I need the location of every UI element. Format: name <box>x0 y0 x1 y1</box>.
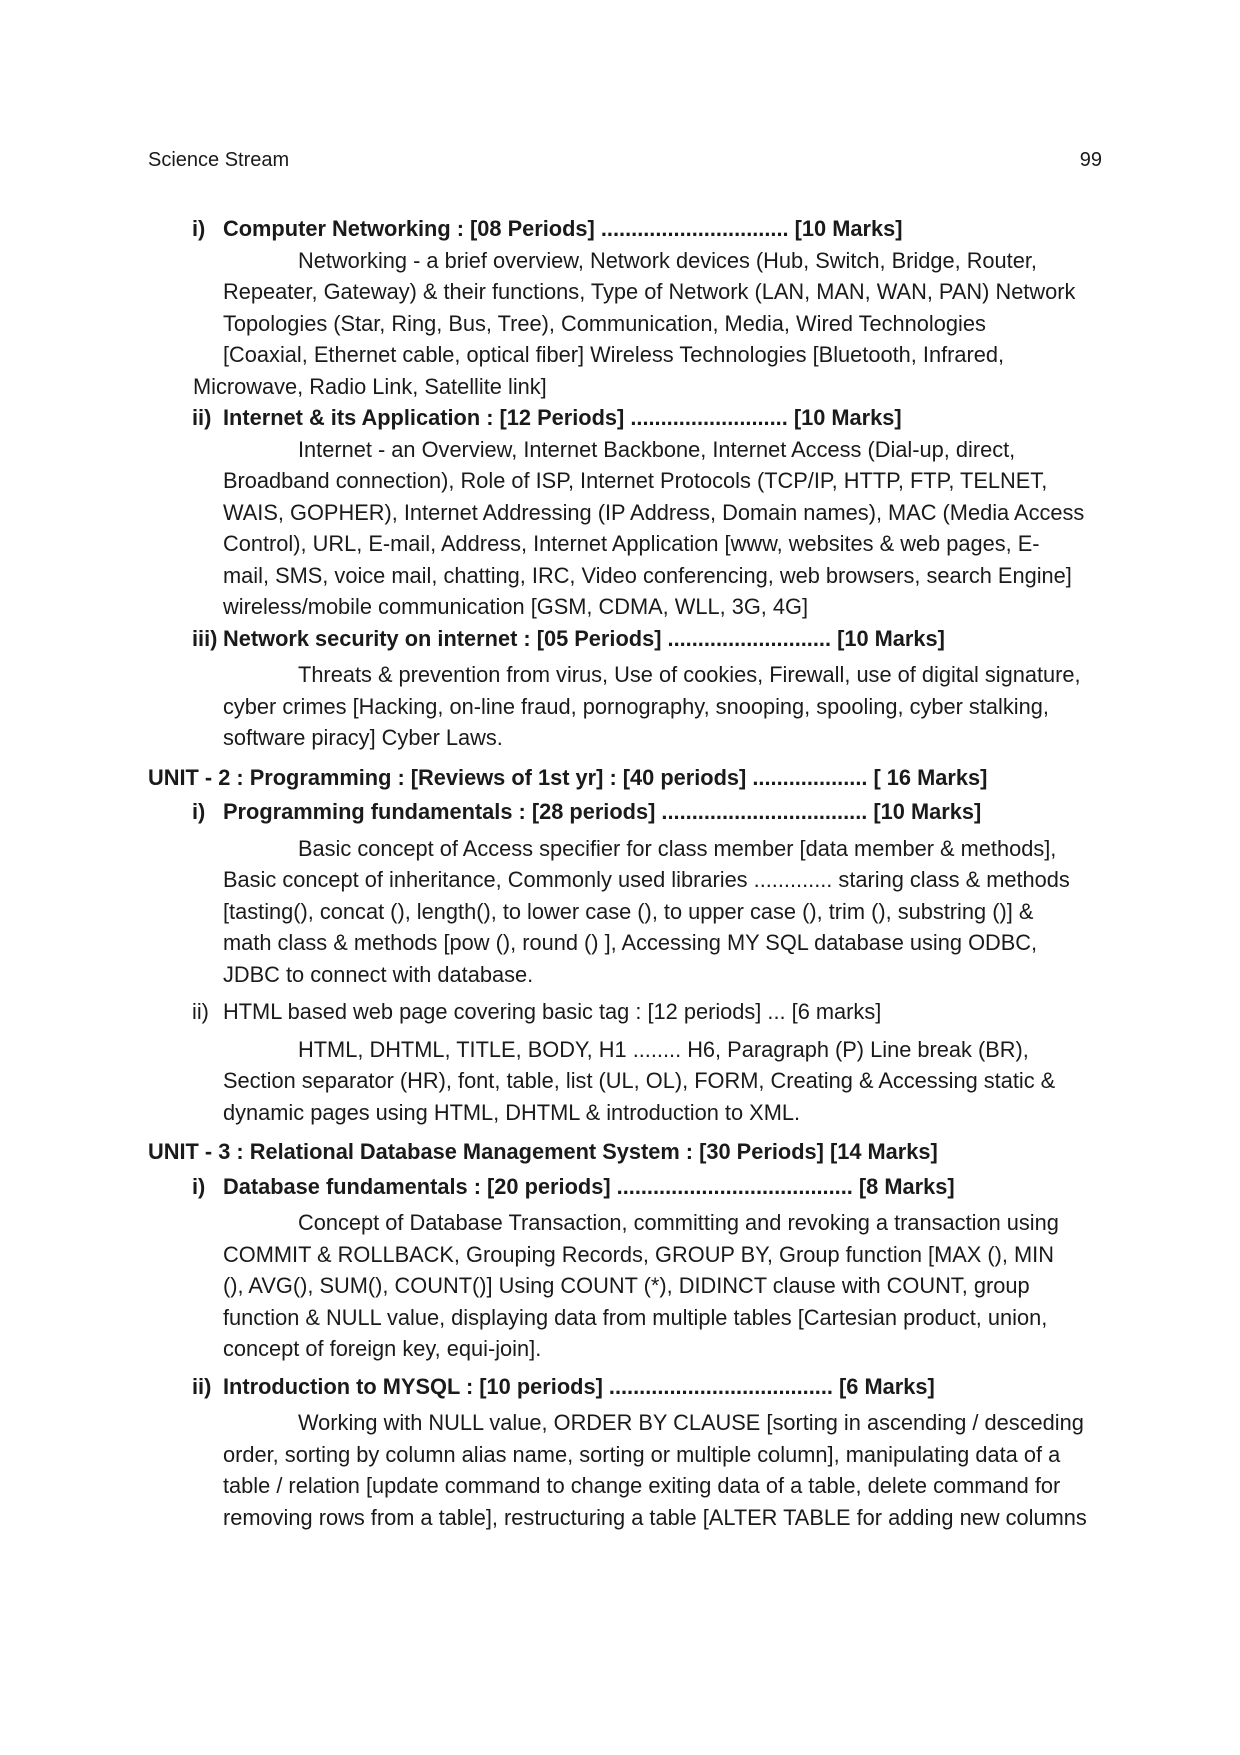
body-line: Networking - a brief overview, Network devices (Hub, Switch, Bridge, Router, <box>298 247 1037 273</box>
section-body <box>148 833 1102 991</box>
body-line: Repeater, Gateway) & their functions, Type of Network (LAN, MAN, WAN, PAN) Network <box>223 279 1076 304</box>
unit-heading: UNIT - 3 : Relational Database Management System : [30 Periods] [14 Marks] <box>148 1139 938 1164</box>
body-line: Section separator (HR), font, table, list (UL, OL), FORM, Creating & Accessing static & <box>223 1068 1056 1093</box>
unit-heading: UNIT - 2 : Programming : [Reviews of 1st yr] : [40 periods] ................... [ 16 Marks] <box>148 764 988 790</box>
item-number: i) <box>192 216 206 241</box>
item-number: i) <box>192 799 206 824</box>
body-line: removing rows from a table], restructuring a table [ALTER TABLE for adding new columns <box>223 1504 1087 1530</box>
item-number: i) <box>192 1173 206 1199</box>
section-heading <box>148 996 1102 1028</box>
body-line: Basic concept of inheritance, Commonly used libraries ............. staring class & methods <box>223 867 1070 892</box>
body-line: Broadband connection), Role of ISP, Internet Protocols (TCP/IP, HTTP, FTP, TELNET, <box>223 468 1048 493</box>
item-number: ii) <box>192 999 209 1024</box>
body-line: Working with NULL value, ORDER BY CLAUSE [sorting in ascending / desceding <box>298 1410 1084 1435</box>
section-body <box>148 1034 1102 1129</box>
body-line: HTML, DHTML, TITLE, BODY, H1 ........ H6, Paragraph (P) Line break (BR), <box>298 1036 1029 1062</box>
heading-text: Computer Networking : [08 Periods] ............................... [10 Marks] <box>223 216 903 241</box>
body-line: Topologies (Star, Ring, Bus, Tree), Communication, Media, Wired Technologies <box>223 310 986 336</box>
heading-text: Network security on internet : [05 Periods] ........................... [10 Marks] <box>223 625 945 651</box>
body-line: cyber crimes [Hacking, on-line fraud, pornography, snooping, spooling, cyber stalking, <box>223 693 1049 719</box>
body-line: table / relation [update command to change exiting data of a table, delete command for <box>223 1473 1061 1498</box>
body-line: function & NULL value, displaying data from multiple tables [Cartesian product, union, <box>223 1304 1048 1330</box>
heading-text: Database fundamentals : [20 periods] ....................................... [8 Marks] <box>223 1173 955 1199</box>
body-line: mail, SMS, voice mail, chatting, IRC, Video conferencing, web browsers, search Engine] <box>223 562 1072 588</box>
section-heading <box>148 623 1102 655</box>
running-head: Science Stream <box>148 149 290 171</box>
item-number: ii) <box>192 405 212 430</box>
item-number: iii) <box>192 625 218 651</box>
body-line: software piracy] Cyber Laws. <box>223 725 503 750</box>
body-line: dynamic pages using HTML, DHTML & introduction to XML. <box>223 1099 801 1125</box>
section-body <box>148 434 1102 623</box>
body-line: JDBC to connect with database. <box>223 961 534 987</box>
section-heading <box>148 213 1102 245</box>
heading-text: Introduction to MYSQL : [10 periods] ..................................... [6 Marks] <box>223 1373 935 1399</box>
section-heading <box>148 402 1102 434</box>
page-number: 99 <box>1079 149 1102 171</box>
body-line: wireless/mobile communication [GSM, CDMA, WLL, 3G, 4G] <box>223 594 809 619</box>
body-line: Microwave, Radio Link, Satellite link] <box>193 373 547 399</box>
body-line: Concept of Database Transaction, committing and revoking a transaction using <box>298 1210 1059 1235</box>
body-line: order, sorting by column alias name, sorting or multiple column], manipulating data of a <box>223 1441 1061 1467</box>
page-header <box>148 149 1102 175</box>
section-heading <box>148 796 1102 828</box>
body-line: Internet - an Overview, Internet Backbone, Internet Access (Dial-up, direct, <box>298 436 1016 462</box>
section-body <box>148 245 1102 403</box>
body-line: Basic concept of Access specifier for class member [data member & methods], <box>298 835 1057 861</box>
section-body <box>148 1207 1102 1365</box>
body-line: [Coaxial, Ethernet cable, optical fiber] Wireless Technologies [Bluetooth, Infrared, <box>223 342 1005 367</box>
heading-text: Internet & its Application : [12 Periods] .......................... [10 Marks] <box>223 405 902 430</box>
page-body <box>148 213 1102 1533</box>
section-heading <box>148 1371 1102 1403</box>
body-line: WAIS, GOPHER), Internet Addressing (IP Address, Domain names), MAC (Media Access <box>223 499 1085 525</box>
body-line: (), AVG(), SUM(), COUNT()] Using COUNT (*), DIDINCT clause with COUNT, group <box>223 1273 1030 1298</box>
body-line: concept of foreign key, equi-join]. <box>223 1336 542 1361</box>
body-line: [tasting(), concat (), length(), to lower case (), to upper case (), trim (), substring ()] & <box>223 898 1034 924</box>
body-line: Control), URL, E-mail, Address, Internet Application [www, websites & web pages, E- <box>223 531 1040 556</box>
item-number: ii) <box>192 1373 212 1399</box>
body-line: math class & methods [pow (), round () ], Accessing MY SQL database using ODBC, <box>223 930 1038 955</box>
heading-text: HTML based web page covering basic tag : [12 periods] ... [6 marks] <box>223 999 882 1024</box>
heading-text: Programming fundamentals : [28 periods] .................................. [10 Marks] <box>223 799 982 824</box>
body-line: Threats & prevention from virus, Use of cookies, Firewall, use of digital signature, <box>298 662 1081 687</box>
section-heading <box>148 1171 1102 1203</box>
section-body <box>148 659 1102 754</box>
section-body <box>148 1407 1102 1533</box>
body-line: COMMIT & ROLLBACK, Grouping Records, GROUP BY, Group function [MAX (), MIN <box>223 1241 1054 1267</box>
